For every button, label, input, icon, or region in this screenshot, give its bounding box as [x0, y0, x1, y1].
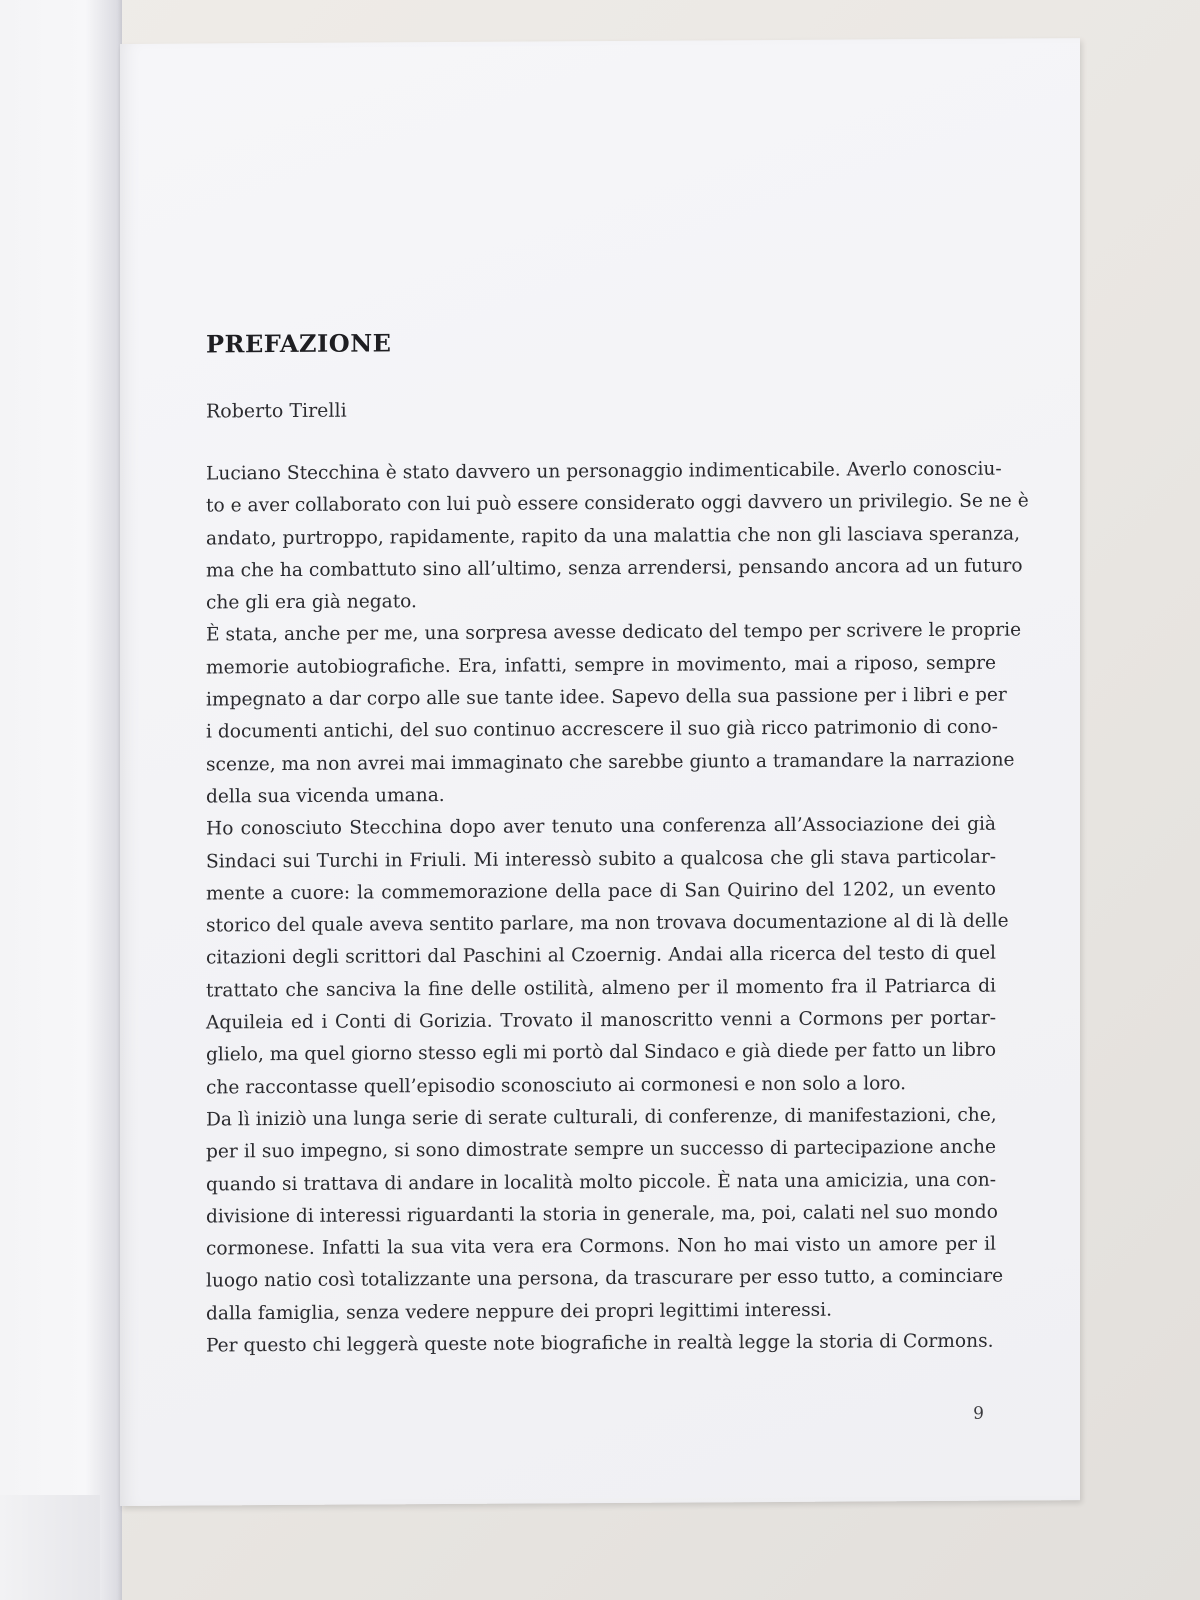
text-line: Aquileia ed i Conti di Gorizia. Trovato il manoscritto venni a Cormons per portar- [206, 1007, 996, 1034]
text-line: Luciano Stecchina è stato davvero un personaggio indimenticabile. Averlo conosciu- [206, 458, 1002, 485]
paragraph [206, 1100, 1004, 1331]
text-line: divisione di interessi riguardanti la storia in generale, ma, poi, calati nel suo mondo [206, 1201, 998, 1228]
text-line: Per questo chi leggerà queste note biografiche in realtà legge la storia di Cormons. [206, 1330, 994, 1357]
text-line: È stata, anche per me, una sorpresa avesse dedicato del tempo per scrivere le proprie [206, 619, 1022, 646]
text-line: Da lì iniziò una lunga serie di serate culturali, di conferenze, di manifestazioni, che, [206, 1104, 997, 1131]
page-number: 9 [973, 1403, 984, 1424]
text-line: citazioni degli scrittori dal Paschini al Czoernig. Andai alla ricerca del testo di quel [206, 943, 996, 969]
text-line: glielo, ma quel giorno stesso egli mi portò dal Sindaco e già diede per fatto un libro [206, 1039, 997, 1066]
text-line: Ho conosciuto Stecchina dopo aver tenuto una conferenza all’Associazione dei già [206, 813, 996, 840]
paragraph [206, 809, 1009, 1104]
text-line: storico del quale aveva sentito parlare, ma non trovava documentazione al di là delle [206, 910, 1009, 937]
text-line: luogo natio così totalizzante una persona, da trascurare per esso tutto, a cominciare [206, 1266, 1004, 1292]
page-content [206, 325, 1029, 1363]
text-line: ma che ha combattuto sino all’ultimo, senza arrendersi, pensando ancora ad un futuro [206, 555, 1023, 582]
text-line: che raccontasse quell’episodio sconosciuto ai cormonesi e non solo a loro. [206, 1072, 907, 1099]
text-line: quando si trattava di andare in località molto piccole. È nata una amicizia, una con- [206, 1169, 996, 1196]
text-line: andato, purtroppo, rapidamente, rapito da una malattia che non gli lasciava speranza, [206, 523, 1021, 550]
text-line: trattato che sanciva la fine delle ostilità, almeno per il momento fra il Patriarca di [206, 975, 996, 1002]
page-title: PREFAZIONE [206, 328, 392, 359]
text-line: scenze, ma non avrei mai immaginato che sarebbe giunto a tramandare la narrazione [206, 749, 1015, 776]
text-line: to e aver collaborato con lui può essere considerato oggi davvero un privilegio. Se ne è [206, 490, 1029, 517]
text-line: per il suo impegno, si sono dimostrate sempre un successo di partecipazione anche [206, 1136, 996, 1163]
text-line: mente a cuore: la commemorazione della pace di San Quirino del 1202, un evento [206, 878, 996, 905]
book-page [120, 38, 1080, 1506]
paragraph [206, 1326, 996, 1363]
text-line: i documenti antichi, del suo continuo accrescere il suo già ricco patrimonio di cono- [206, 717, 998, 743]
body-text [206, 454, 1029, 1363]
author-name: Roberto Tirelli [206, 399, 347, 423]
left-page-corner [0, 1495, 100, 1600]
text-line: cormonese. Infatti la sua vita vera era Cormons. Non ho mai visto un amore per il [206, 1233, 996, 1260]
text-line: Sindaci sui Turchi in Friuli. Mi interessò subito a qualcosa che gli stava particolar- [206, 846, 996, 873]
left-page-edge [0, 0, 122, 1600]
text-line: impegnato a dar corpo alle sue tante idee. Sapevo della sua passione per i libri e per [206, 684, 1007, 711]
text-line: memorie autobiografiche. Era, infatti, sempre in movimento, mai a riposo, sempre [206, 652, 996, 679]
text-line: dalla famiglia, senza vedere neppure dei propri legittimi interessi. [206, 1299, 833, 1325]
paragraph [206, 454, 1029, 620]
text-line: che gli era già negato. [206, 591, 417, 614]
paragraph [206, 615, 1022, 814]
text-line: della sua vicenda umana. [206, 784, 445, 808]
